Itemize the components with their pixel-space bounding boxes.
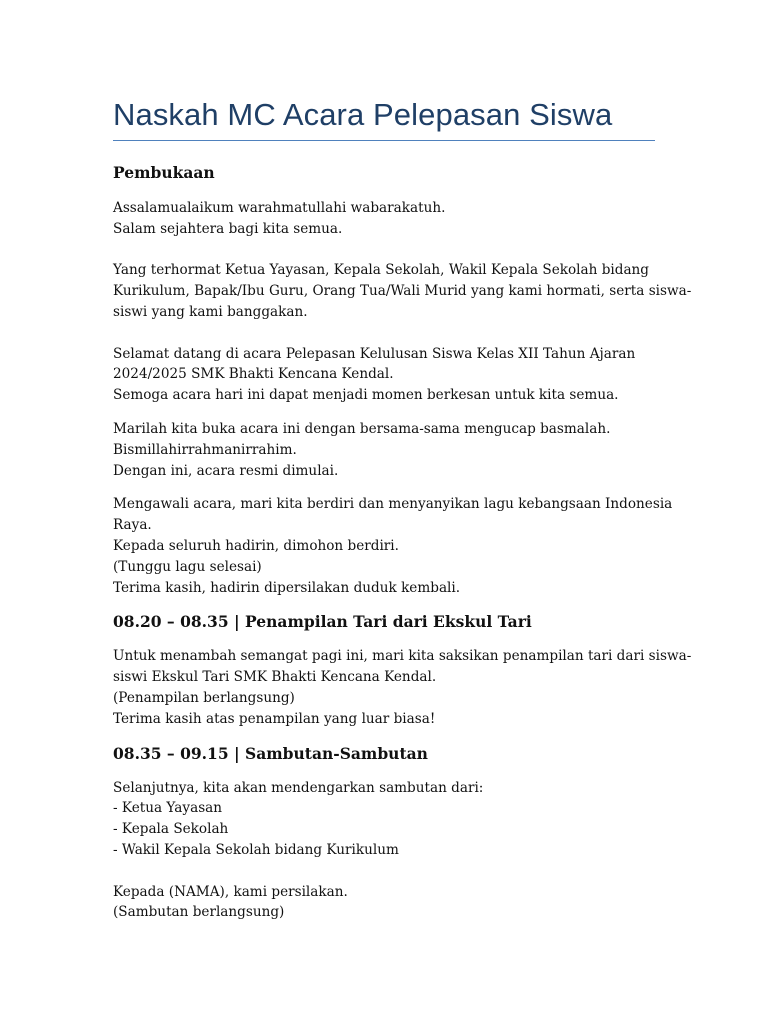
- title-underline: [113, 140, 655, 141]
- text-line: Selamat datang di acara Pelepasan Kelulusan Siswa Kelas XII Tahun Ajaran: [113, 345, 636, 362]
- text-line: Yang terhormat Ketua Yayasan, Kepala Sekolah, Wakil Kepala Sekolah bidang: [113, 262, 650, 279]
- section-pembukaan: [113, 162, 692, 598]
- text-line: Kepada seluruh hadirin, dimohon berdiri.: [113, 537, 399, 554]
- section-penampilan-tari: [113, 611, 692, 729]
- section-sambutan: [113, 743, 658, 924]
- blank-line: [113, 861, 658, 882]
- paragraph: [113, 494, 673, 598]
- paragraph: [113, 646, 692, 729]
- text-line: (Sambutan berlangsung): [113, 904, 285, 921]
- text-line: Untuk menambah semangat pagi ini, mari kita saksikan penampilan tari dari siswa-: [113, 648, 692, 665]
- text-line: Terima kasih, hadirin dipersilakan duduk kembali.: [113, 579, 461, 596]
- text-line: (Tunggu lagu selesai): [113, 558, 262, 575]
- text-line: siswi yang kami banggakan.: [113, 303, 308, 320]
- text-line: Semoga acara hari ini dapat menjadi momen berkesan untuk kita semua.: [113, 387, 619, 404]
- text-line: Marilah kita buka acara ini dengan bersama-sama mengucap basmalah.: [113, 420, 611, 437]
- document-page: [113, 94, 692, 923]
- blank-line: [113, 323, 658, 344]
- list-item: - Wakil Kepala Sekolah bidang Kurikulum: [113, 841, 399, 858]
- text-line: Raya.: [113, 517, 152, 534]
- text-line: Selanjutnya, kita akan mendengarkan sambutan dari:: [113, 779, 484, 796]
- text-line: Bismillahirrahmanirrahim.: [113, 441, 297, 458]
- text-line: siswi Ekskul Tari SMK Bhakti Kencana Kendal.: [113, 669, 437, 686]
- text-line: Kepada (NAMA), kami persilakan.: [113, 883, 348, 900]
- text-line: Dengan ini, acara resmi dimulai.: [113, 462, 339, 479]
- text-line: Assalamualaikum warahmatullahi wabarakatuh.: [113, 200, 446, 216]
- text-line: Mengawali acara, mari kita berdiri dan menyanyikan lagu kebangsaan Indonesia: [113, 496, 673, 513]
- section-heading: 08.20 – 08.35 | Penampilan Tari dari Ekskul Tari: [113, 612, 532, 632]
- paragraph: [113, 198, 692, 406]
- paragraph: [113, 778, 658, 924]
- text-line: Kurikulum, Bapak/Ibu Guru, Orang Tua/Wali Murid yang kami hormati, serta siswa-: [113, 283, 692, 300]
- document-title: Naskah MC Acara Pelepasan Siswa: [113, 97, 613, 132]
- list-item: - Kepala Sekolah: [113, 821, 229, 838]
- section-heading: 08.35 – 09.15 | Sambutan-Sambutan: [113, 743, 428, 763]
- text-line: Terima kasih atas penampilan yang luar biasa!: [113, 710, 436, 727]
- paragraph: [113, 419, 658, 481]
- text-line: (Penampilan berlangsung): [113, 689, 295, 706]
- list-item: - Ketua Yayasan: [113, 800, 223, 817]
- blank-line: [113, 240, 658, 261]
- text-line: 2024/2025 SMK Bhakti Kencana Kendal.: [113, 366, 394, 383]
- text-line: Salam sejahtera bagi kita semua.: [113, 220, 343, 237]
- section-heading: Pembukaan: [113, 163, 215, 182]
